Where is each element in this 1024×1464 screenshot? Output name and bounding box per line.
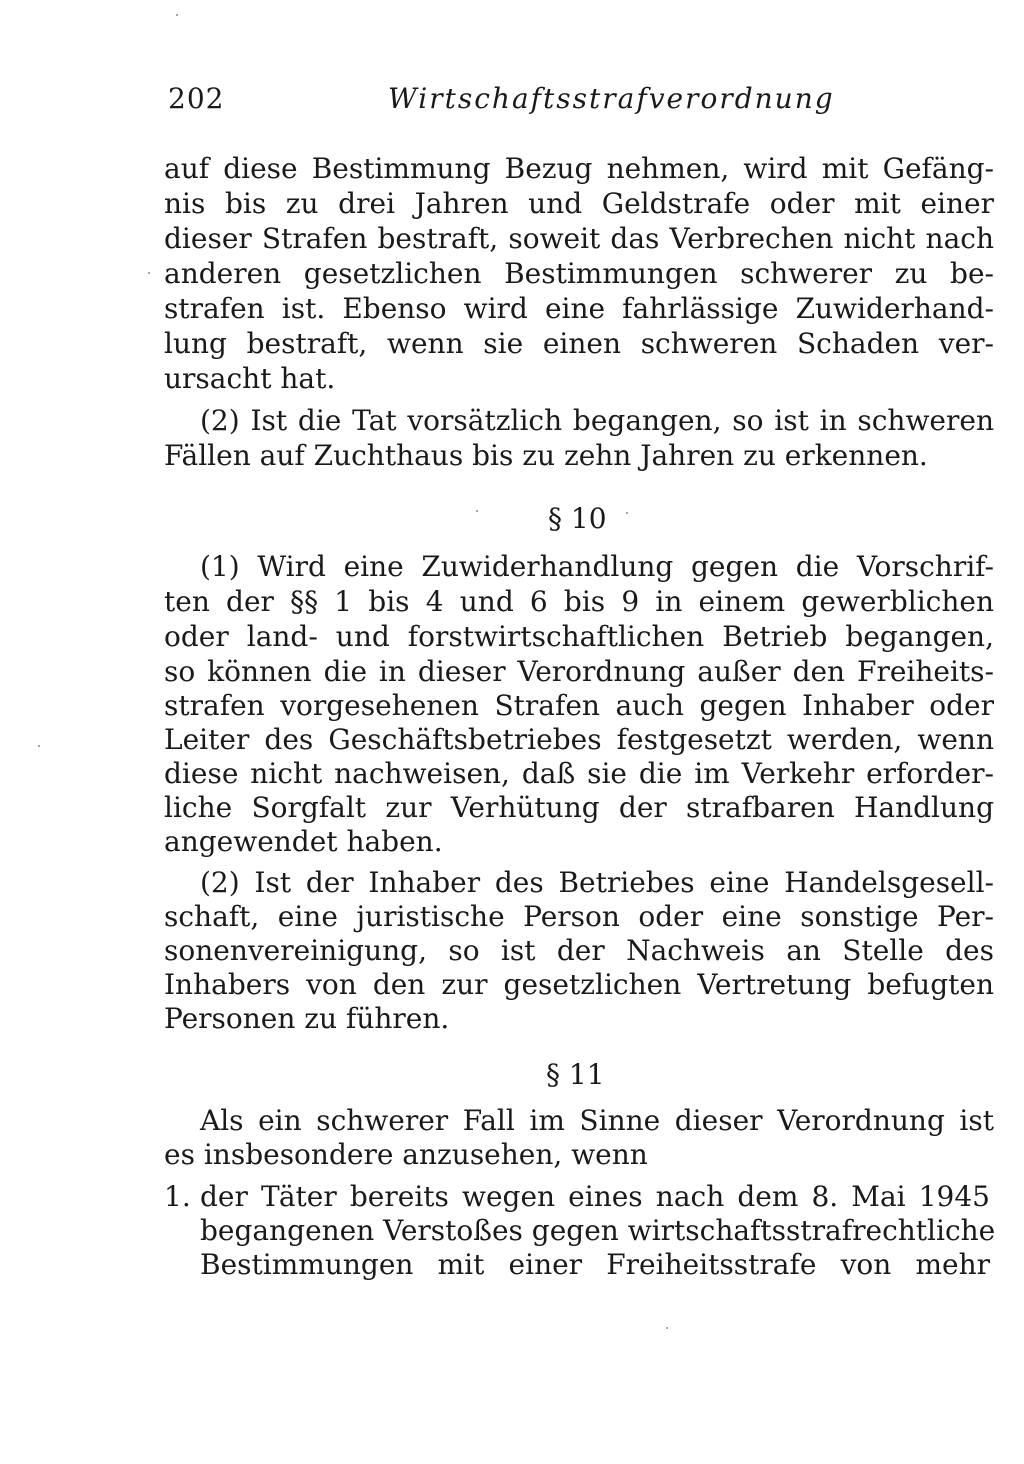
text-line: Inhabers von den zur gesetzlichen Vertretung befugten (164, 968, 994, 1001)
text-line: sonenvereinigung, so ist der Nachweis an Stelle des (164, 934, 994, 967)
list-item-number: 1. (164, 1180, 191, 1213)
text-line: Bestimmungen mit einer Freiheitsstrafe von mehr (200, 1248, 990, 1281)
text-line: Leiter des Geschäftsbetriebes festgesetzt werden, wenn (164, 723, 994, 756)
text-line: der Täter bereits wegen eines nach dem 8. Mai 1945 (200, 1180, 990, 1213)
text-line: auf diese Bestimmung Bezug nehmen, wird mit Gefäng- (164, 152, 994, 185)
text-line: angewendet haben. (164, 825, 443, 858)
scan-speck (626, 512, 628, 514)
text-line: anderen gesetzlichen Bestimmungen schwerer zu be- (164, 257, 994, 290)
running-title: Wirtschaftsstrafverordnung (388, 82, 835, 115)
text-line: ten der §§ 1 bis 4 und 6 bis 9 in einem gewerblichen (164, 585, 994, 618)
scan-speck (666, 1327, 668, 1329)
text-line: (2) Ist die Tat vorsätzlich begangen, so ist in schweren (200, 404, 994, 437)
text-line: (2) Ist der Inhaber des Betriebes eine Handelsgesell- (200, 866, 994, 899)
text-line: liche Sorgfalt zur Verhütung der strafbaren Handlung (164, 791, 994, 824)
section-heading-10: § 10 (548, 502, 607, 535)
text-line: strafen ist. Ebenso wird eine fahrlässige Zuwiderhand- (164, 292, 994, 325)
section-heading-11: § 11 (546, 1058, 605, 1091)
text-line: nis bis zu drei Jahren und Geldstrafe oder mit einer (164, 187, 994, 220)
text-line: dieser Strafen bestraft, soweit das Verbrechen nicht nach (164, 222, 994, 255)
text-line: so können die in dieser Verordnung außer den Freiheits- (164, 655, 994, 688)
scan-speck (38, 745, 40, 747)
scan-speck (148, 272, 150, 274)
scan-speck (476, 510, 478, 512)
text-line: Fällen auf Zuchthaus bis zu zehn Jahren zu erkennen. (164, 439, 928, 472)
text-line: oder land- und forstwirtschaftlichen Betrieb begangen, (164, 620, 994, 653)
page-number: 202 (168, 82, 225, 115)
text-line: Personen zu führen. (164, 1002, 450, 1035)
text-line: Als ein schwerer Fall im Sinne dieser Verordnung ist (200, 1104, 994, 1137)
scan-speck (176, 14, 178, 16)
text-line: schaft, eine juristische Person oder eine sonstige Per- (164, 900, 994, 933)
text-line: ursacht hat. (164, 362, 336, 395)
text-line: lung bestraft, wenn sie einen schweren Schaden ver- (164, 327, 994, 360)
text-line: (1) Wird eine Zuwiderhandlung gegen die Vorschrif- (200, 550, 994, 583)
text-line: diese nicht nachweisen, daß sie die im Verkehr erforder- (164, 757, 994, 790)
text-line: es insbesondere anzusehen, wenn (164, 1138, 648, 1171)
text-line: strafen vorgesehenen Strafen auch gegen Inhaber oder (164, 689, 994, 722)
text-line: begangenen Verstoßes gegen wirtschaftsstrafrechtliche (200, 1214, 996, 1247)
